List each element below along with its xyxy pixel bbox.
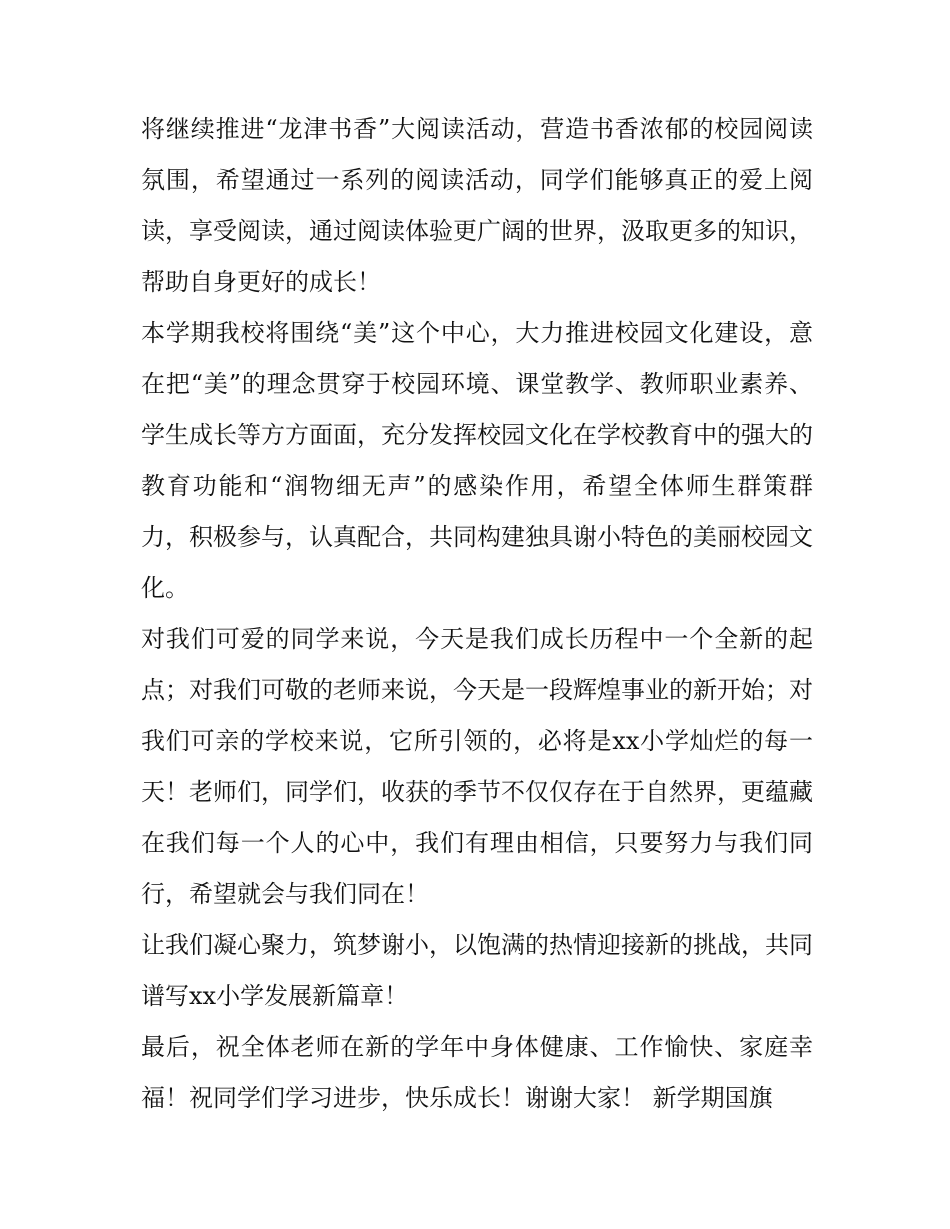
paragraph-new-start: 对我们可爱的同学来说，今天是我们成长历程中一个全新的起点；对我们可敬的老师来说，今天是一段辉煌事业的新开始；对我们可亲的学校来说，它所引领的，必将是xx小学灿烂的每一天！老师们，同学们，收获的季节不仅仅存在于自然界，更蕴藏在我们每一个人的心中，我们有理由相信，只要努力与我们同行，希望就会与我们同在！ bbox=[141, 625, 813, 908]
paragraph-call-to-action: 让我们凝心聚力，筑梦谢小，以饱满的热情迎接新的挑战，共同谱写xx小学发展新篇章！ bbox=[141, 931, 813, 1010]
paragraph-campus-culture: 本学期我校将围绕“美”这个中心，大力推进校园文化建设，意在把“美”的理念贯穿于校园环境、课堂教学、教师职业素养、学生成长等方方面面，充分发挥校园文化在学校教育中的强大的教育功能和“润物细无声”的感染作用，希望全体师生群策群力，积极参与，认真配合，共同构建独具谢小特色的美丽校园文化。 bbox=[141, 319, 813, 602]
document-body bbox=[141, 104, 813, 1124]
paragraph-closing-wishes: 最后，祝全体老师在新的学年中身体健康、工作愉快、家庭幸福！祝同学们学习进步，快乐成长！谢谢大家！ 新学期国旗 bbox=[141, 1033, 813, 1112]
paragraph-reading-activity: 将继续推进“龙津书香”大阅读活动，营造书香浓郁的校园阅读氛围，希望通过一系列的阅读活动，同学们能够真正的爱上阅读，享受阅读，通过阅读体验更广阔的世界，汲取更多的知识，帮助自身更好的成长！ bbox=[141, 115, 813, 296]
